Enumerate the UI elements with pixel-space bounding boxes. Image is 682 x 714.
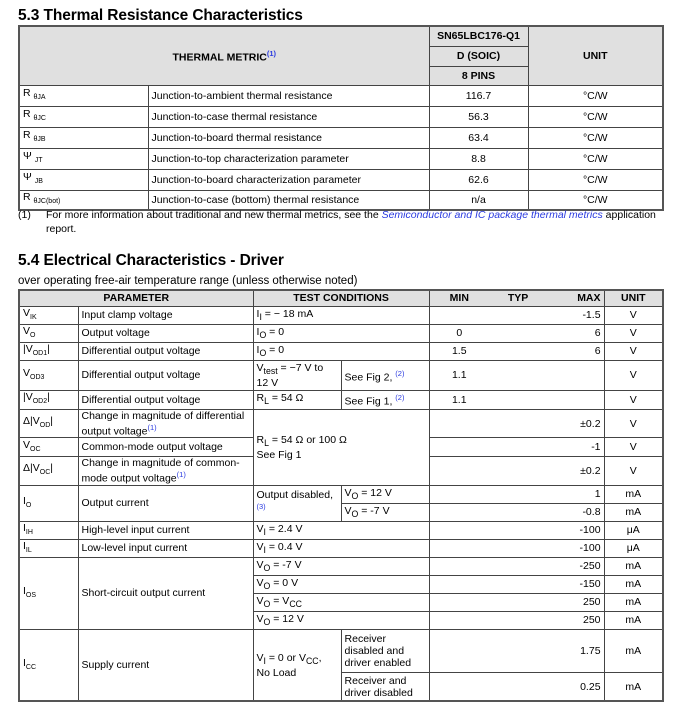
typ xyxy=(489,539,547,557)
table-row xyxy=(19,148,663,169)
table-row xyxy=(19,539,663,557)
table-row xyxy=(19,360,663,390)
typ xyxy=(489,557,547,575)
min xyxy=(429,575,489,593)
condition-figure: See Fig 2, $^{(2)}$ xyxy=(341,360,429,390)
max: ±0.2 xyxy=(547,457,604,486)
unit: mA xyxy=(604,557,663,575)
symbol: $I_{IH}$ xyxy=(19,521,78,539)
max: 250 xyxy=(547,593,604,611)
unit: mA xyxy=(604,593,663,611)
min: 1.1 xyxy=(429,360,489,390)
min xyxy=(429,557,489,575)
min xyxy=(429,438,489,457)
max: -1.5 xyxy=(547,306,604,324)
max: -250 xyxy=(547,557,604,575)
symbol: $V_O$ xyxy=(19,324,78,342)
symbol: $|V_{OD2}|$ xyxy=(19,390,78,409)
min xyxy=(429,457,489,486)
typ-header: TYP xyxy=(489,290,547,306)
max: 6 xyxy=(547,324,604,342)
symbol: R $_{\theta JB}$ xyxy=(19,127,148,148)
footnote-text: For more information about traditional and new thermal metrics, see the Semiconductor and IC package thermal metrics application report. xyxy=(46,209,656,235)
test-conditions-header: TEST CONDITIONS xyxy=(253,290,429,306)
table-row xyxy=(19,521,663,539)
unit: V xyxy=(604,324,663,342)
min xyxy=(429,503,489,521)
max xyxy=(547,390,604,409)
max: -0.8 xyxy=(547,503,604,521)
condition: $I_O = 0$ xyxy=(253,342,429,360)
symbol: R $_{\theta JA}$ xyxy=(19,85,148,106)
symbol: Ψ $_{JT}$ xyxy=(19,148,148,169)
min xyxy=(429,521,489,539)
footnote-ref[interactable]: (2) xyxy=(395,368,405,378)
max: 1.75 xyxy=(547,629,604,672)
unit: °C/W xyxy=(528,85,663,106)
description: Junction-to-case (bottom) thermal resistance xyxy=(148,190,429,210)
condition: $V_O = 0$ V xyxy=(253,575,429,593)
footnote-ref[interactable]: (1) xyxy=(147,422,157,432)
typ xyxy=(489,485,547,503)
unit: V xyxy=(604,342,663,360)
description: Differential output voltage xyxy=(78,390,253,409)
table-row xyxy=(19,190,663,210)
unit: °C/W xyxy=(528,148,663,169)
min: 1.5 xyxy=(429,342,489,360)
typ xyxy=(489,409,547,438)
unit: mA xyxy=(604,611,663,629)
description: Junction-to-top characterization parameter xyxy=(148,148,429,169)
table-row xyxy=(19,85,663,106)
condition: $V_O = 12$ V xyxy=(253,611,429,629)
unit: °C/W xyxy=(528,190,663,210)
condition: Output disabled, $^{(3)}$ xyxy=(253,485,341,521)
description: Junction-to-board thermal resistance xyxy=(148,127,429,148)
min xyxy=(429,672,489,701)
max: -100 xyxy=(547,521,604,539)
condition: $V_O = -7$ V xyxy=(253,557,429,575)
value: 63.4 xyxy=(429,127,528,148)
unit-header: UNIT xyxy=(604,290,663,306)
symbol: Ψ $_{JB}$ xyxy=(19,169,148,190)
min xyxy=(429,629,489,672)
symbol: $V_{OC}$ xyxy=(19,438,78,457)
shared-condition: $R_L = 54$ Ω or 100 Ω See Fig 1 xyxy=(253,409,429,485)
unit: mA xyxy=(604,672,663,701)
unit: mA xyxy=(604,629,663,672)
condition-figure: See Fig 1, $^{(2)}$ xyxy=(341,390,429,409)
max xyxy=(547,360,604,390)
unit: mA xyxy=(604,575,663,593)
typ xyxy=(489,575,547,593)
max: -100 xyxy=(547,539,604,557)
typ xyxy=(489,360,547,390)
condition: $I_I$ = − 18 mA xyxy=(253,306,429,324)
symbol: R $_{\theta JC(bot)}$ xyxy=(19,190,148,210)
min: 1.1 xyxy=(429,390,489,409)
unit: μA xyxy=(604,521,663,539)
symbol: $|V_{OD1}|$ xyxy=(19,342,78,360)
typ xyxy=(489,324,547,342)
max: 1 xyxy=(547,485,604,503)
min xyxy=(429,593,489,611)
typ xyxy=(489,672,547,701)
condition: $V_I = 0.4$ V xyxy=(253,539,429,557)
table-row xyxy=(19,324,663,342)
unit: V xyxy=(604,457,663,486)
description: Common-mode output voltage xyxy=(78,438,253,457)
description: Change in magnitude of common-mode output voltage$^{(1)}$ xyxy=(78,457,253,486)
table-row xyxy=(19,557,663,575)
typ xyxy=(489,438,547,457)
unit: mA xyxy=(604,503,663,521)
electrical-table xyxy=(18,289,664,702)
description: Junction-to-board characterization parameter xyxy=(148,169,429,190)
unit: V xyxy=(604,306,663,324)
min xyxy=(429,539,489,557)
value: 56.3 xyxy=(429,106,528,127)
description: Differential output voltage xyxy=(78,360,253,390)
condition: $R_L = 54$ Ω xyxy=(253,390,341,409)
description: Output current xyxy=(78,485,253,521)
description: Change in magnitude of differential output voltage$^{(1)}$ xyxy=(78,409,253,438)
max: ±0.2 xyxy=(547,409,604,438)
typ xyxy=(489,503,547,521)
condition: $I_O = 0$ xyxy=(253,324,429,342)
typ xyxy=(489,306,547,324)
typ xyxy=(489,629,547,672)
unit: V xyxy=(604,360,663,390)
description: Low-level input current xyxy=(78,539,253,557)
unit: °C/W xyxy=(528,169,663,190)
table-row xyxy=(19,390,663,409)
max: 6 xyxy=(547,342,604,360)
section-title-thermal: 5.3 Thermal Resistance Characteristics xyxy=(18,7,303,24)
unit: μA xyxy=(604,539,663,557)
table-row xyxy=(19,127,663,148)
unit: °C/W xyxy=(528,127,663,148)
typ xyxy=(489,342,547,360)
symbol: $\Delta|V_{OD}|$ xyxy=(19,409,78,438)
footnote-ref[interactable]: (1) xyxy=(176,470,186,480)
table-row xyxy=(19,629,663,672)
max-header: MAX xyxy=(547,290,604,306)
section-title-electrical: 5.4 Electrical Characteristics - Driver xyxy=(18,252,284,269)
footnote-ref[interactable]: (2) xyxy=(395,393,405,403)
symbol: $V_{IK}$ xyxy=(19,306,78,324)
description: Short-circuit output current xyxy=(78,557,253,629)
min xyxy=(429,409,489,438)
parameter-header: PARAMETER xyxy=(19,290,253,306)
condition: $V_O = V_{CC}$ xyxy=(253,593,429,611)
typ xyxy=(489,611,547,629)
condition-case: $V_O = -7$ V xyxy=(341,503,429,521)
unit: V xyxy=(604,390,663,409)
thermal-table xyxy=(18,25,664,211)
symbol: $V_{OD3}$ xyxy=(19,360,78,390)
min-header: MIN xyxy=(429,290,489,306)
description: Output voltage xyxy=(78,324,253,342)
description: Supply current xyxy=(78,629,253,701)
footnote-ref[interactable]: (3) xyxy=(256,501,266,511)
description: High-level input current xyxy=(78,521,253,539)
footnote-ref[interactable]: (1) xyxy=(266,49,276,58)
symbol: $I_{OS}$ xyxy=(19,557,78,629)
max: 0.25 xyxy=(547,672,604,701)
min xyxy=(429,485,489,503)
table-row xyxy=(19,409,663,438)
typ xyxy=(489,390,547,409)
unit-header: UNIT xyxy=(528,26,663,85)
symbol: $I_O$ xyxy=(19,485,78,521)
table-row xyxy=(19,485,663,503)
unit: V xyxy=(604,438,663,457)
table-row xyxy=(19,342,663,360)
table-row xyxy=(19,306,663,324)
max: -150 xyxy=(547,575,604,593)
description: Input clamp voltage xyxy=(78,306,253,324)
unit: V xyxy=(604,409,663,438)
value: 62.6 xyxy=(429,169,528,190)
unit: mA xyxy=(604,485,663,503)
min xyxy=(429,306,489,324)
unit: °C/W xyxy=(528,106,663,127)
max: 250 xyxy=(547,611,604,629)
device-header: SN65LBC176-Q1 xyxy=(429,26,528,46)
condition-case: $V_O = 12$ V xyxy=(341,485,429,503)
table-row xyxy=(19,169,663,190)
electrical-subtitle: over operating free-air temperature range (unless otherwise noted) xyxy=(18,275,358,287)
package-header: D (SOIC) xyxy=(429,46,528,66)
symbol: $I_{IL}$ xyxy=(19,539,78,557)
max: -1 xyxy=(547,438,604,457)
description: Junction-to-ambient thermal resistance xyxy=(148,85,429,106)
symbol: $I_{CC}$ xyxy=(19,629,78,701)
typ xyxy=(489,457,547,486)
condition: $V_{test} = -7$ V to 12 V xyxy=(253,360,341,390)
footnote-number: (1) xyxy=(18,209,31,221)
value: 116.7 xyxy=(429,85,528,106)
table-row xyxy=(19,106,663,127)
min: 0 xyxy=(429,324,489,342)
symbol: R $_{\theta JC}$ xyxy=(19,106,148,127)
condition: $V_I = 0$ or $V_{CC}$, No Load xyxy=(253,629,341,701)
description: Junction-to-case thermal resistance xyxy=(148,106,429,127)
condition-case: Receiver disabled and driver enabled xyxy=(341,629,429,672)
description: Differential output voltage xyxy=(78,342,253,360)
condition: $V_I = 2.4$ V xyxy=(253,521,429,539)
value: 8.8 xyxy=(429,148,528,169)
symbol: $\Delta|V_{OC}|$ xyxy=(19,457,78,486)
typ xyxy=(489,521,547,539)
thermal-metric-header: THERMAL METRIC$^{(1)}$ xyxy=(19,26,429,85)
thermal-metrics-link[interactable]: Semiconductor and IC package thermal metrics xyxy=(381,209,603,221)
typ xyxy=(489,593,547,611)
pins-header: 8 PINS xyxy=(429,66,528,85)
min xyxy=(429,611,489,629)
value: n/a xyxy=(429,190,528,210)
condition-case: Receiver and driver disabled xyxy=(341,672,429,701)
